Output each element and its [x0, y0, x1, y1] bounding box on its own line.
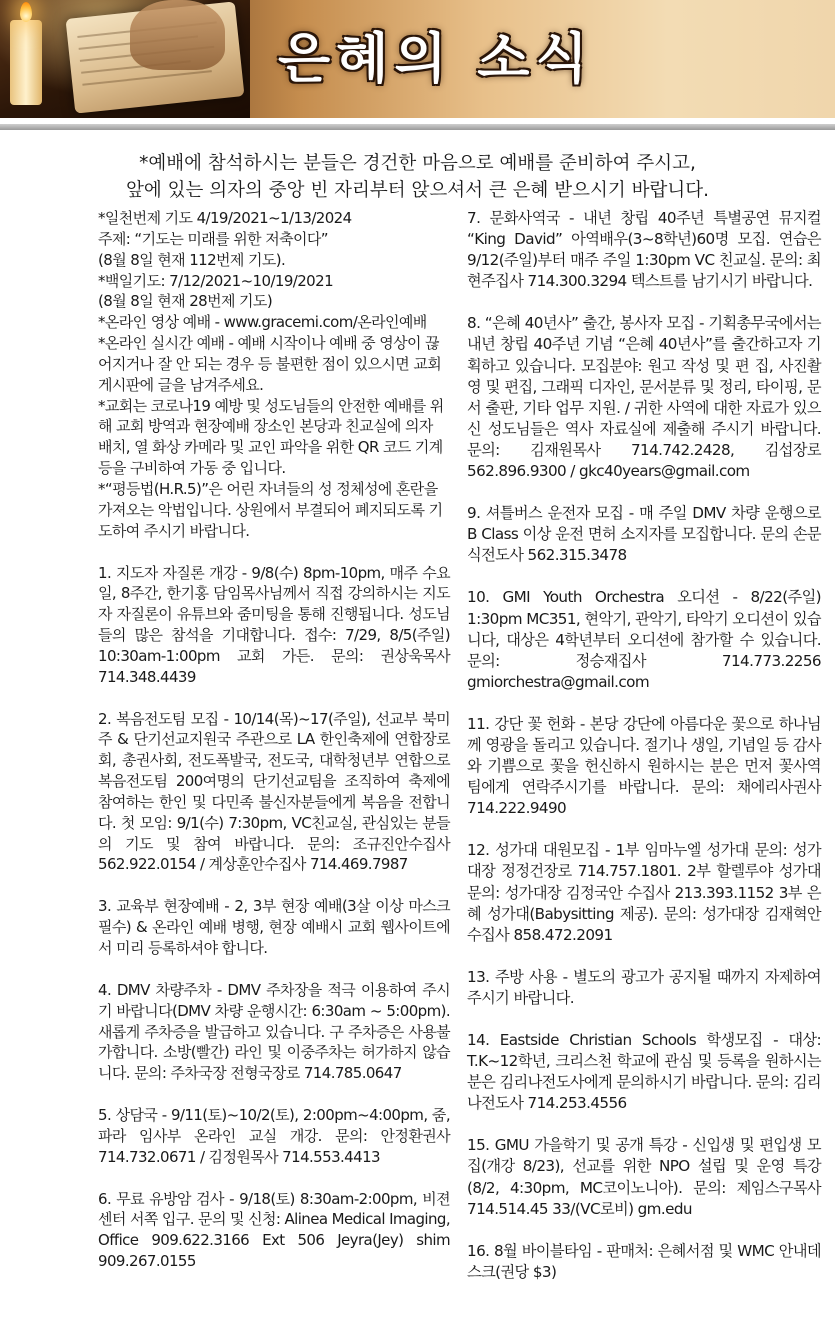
intro-line: (8월 8일 현재 28번제 기도) [98, 292, 273, 311]
announcement-item: 2. 복음전도팀 모집 - 10/14(목)~17(주일), 선교부 북미주 & 단기선교지원국 주관으로 LA 한인축제에 연합장로회, 총권사회, 전도폭발국, 전도국, 대학청년부 연합으로 복음전도팀 200여명의 단기선교팀을 조직하여 축제에 참여하는 한인 및 다민족 불신자분들에게 복음을 전합니다. 첫 모임: 9/1(수) 7:30pm, VC친교실, 관심있는 분들의 기도 및 참여 바랍니다. 문의: 조규진안수집사 562.922.0154 / 계상훈안수집사 714.469.7987 [98, 709, 450, 874]
intro-line: 주제: “기도는 미래를 위한 저축이다” [98, 229, 328, 248]
notice-line: 앞에 있는 의자의 중앙 빈 자리부터 앉으셔서 큰 은혜 받으시기 바랍니다. [126, 180, 709, 201]
intro-line: *온라인 영상 예배 - www.gracemi.com/온라인예배 [98, 313, 427, 332]
announcement-item: 1. 지도자 자질론 개강 - 9/8(수) 8pm-10pm, 매주 수요일, 8주간, 한기홍 담임목사님께서 직접 강의하시는 지도자 자질론이 유튜브와 줌미팅을 통해 진행됩니다. 성도님들의 많은 참석을 기대합니다. 접수: 7/29, 8/5(주일) 10:30am-1:00pm 교회 가든. 문의: 권상욱목사 714.348.4439 [98, 563, 450, 686]
worship-notice [0, 150, 835, 204]
announcement-item: 11. 강단 꽃 헌화 - 본당 강단에 아름다운 꽃으로 하나님께 영광을 돌리고 있습니다. 절기나 생일, 기념일 등 감사와 기쁨으로 꽃을 헌신하시 원하시는 분은 먼저 꽃사역 팀에게 연락주시기를 바랍니다. 문의: 채에리사권사 714.222.9490 [467, 714, 821, 818]
praying-hands-image [130, 0, 225, 70]
prayer-intro [98, 208, 450, 542]
page-title: 은혜의 소식 [278, 26, 594, 90]
intro-line: (8월 8일 현재 112번제 기도). [98, 250, 286, 269]
announcement-item: 8. “은혜 40년사” 출간, 봉사자 모집 - 기획총무국에서는 내년 창립 40주년 기념 “은혜 40년사”를 출간하고자 기획하고 있습니다. 모집분야: 원고 작성 및 편 집, 사진촬영 및 편집, 그래픽 디자인, 문서분류 및 정리, 타이핑, 문서 출판, 기타 업무 지원. / 귀한 사역에 대한 자료가 있으신 성도님들은 역사 자료실에 제출해 주시기 바랍니다. 문의: 김재원목사 714.742.2428, 김섭장로 562.896.9300 / gkc40years@gmail.com [467, 314, 821, 481]
announcement-item: 3. 교육부 현장예배 - 2, 3부 현장 예배(3살 이상 마스크 필수) & 온라인 예배 병행, 현장 예배시 교회 웹사이트에서 미리 등록하셔야 합니다. [98, 897, 450, 957]
notice-line: *예배에 참석하시는 분들은 경건한 마음으로 예배를 준비하여 주시고, [139, 153, 696, 174]
announcement-item: 12. 성가대 대원모집 - 1부 임마누엘 성가대 문의: 성가대장 정정건장로 714.757.1801. 2부 할렐루야 성가대 문의: 성가대장 김정국안 수집사 213.393.1152 3부 은혜 성가대(Babysitting 제공). 문의: 성가대장 김재혁안수집사 858.472.2091 [467, 841, 821, 944]
left-column [98, 208, 450, 1293]
header-divider [0, 124, 835, 130]
announcement-item: 6. 무료 유방암 검사 - 9/18(토) 8:30am-2:00pm, 비젼센터 서쪽 입구. 문의 및 신청: Alinea Medical Imaging, Office 909.622.3166 Ext 506 Jeyra(Jey) shim 909.267.0155 [98, 1189, 450, 1271]
announcement-item: 16. 8월 바이블타임 - 판매처: 은혜서점 및 WMC 안내데스크(권당 $3) [467, 1241, 821, 1281]
intro-line: *일천번제 기도 4/19/2021~1/13/2024 [98, 209, 352, 227]
candle-image [10, 20, 42, 105]
right-column [467, 208, 821, 1304]
announcement-item: 5. 상담국 - 9/11(토)~10/2(토), 2:00pm~4:00pm, 줌, 파라 임사부 온라인 교실 개강. 문의: 안정환권사 714.732.0671 / 김정원목사 714.553.4413 [98, 1106, 450, 1166]
announcement-item: 13. 주방 사용 - 별도의 광고가 공지될 때까지 자제하여 주시기 바랍니다. [467, 967, 821, 1007]
intro-line: *백일기도: 7/12/2021~10/19/2021 [98, 271, 334, 290]
intro-line: *“평등법(H.R.5)”은 어린 자녀들의 성 정체성에 혼란을 가져오는 악법입니다. 상원에서 부결되어 폐지되도록 기도하여 주시기 바랍니다. [98, 479, 443, 540]
header-banner [0, 0, 835, 118]
announcement-item: 14. Eastside Christian Schools 학생모집 - 대상: T.K~12학년, 크리스천 학교에 관심 및 등록을 원하시는 분은 김리나전도사에게 문의하시기 바랍니다. 문의: 김리나전도사 714.253.4556 [467, 1031, 821, 1113]
announcement-item: 9. 셔틀버스 운전자 모집 - 매 주일 DMV 차량 운행으로 B Class 이상 운전 면허 소지자를 모집합니다. 문의 손문식전도사 562.315.3478 [467, 504, 821, 565]
announcement-item: 7. 문화사역국 - 내년 창립 40주년 특별공연 뮤지컬 “King David” 아역배우(3~8학년)60명 모집. 연습은 9/12(주일)부터 매주 주일 1:30pm VC 친교실. 문의: 최현주집사 714.300.3294 텍스트를 남기시기 바랍니다. [467, 209, 821, 291]
intro-line: *교회는 코로나19 예방 및 성도님들의 안전한 예배를 위해 교회 방역과 현장예배 장소인 본당과 친교실에 의자 배치, 열 화상 카메라 및 교인 파악을 위한 QR 코드 기계 등을 구비하여 가동 중 입니다. [98, 396, 444, 478]
announcement-item: 10. GMI Youth Orchestra 오디션 - 8/22(주일) 1:30pm MC351, 현악기, 관악기, 타악기 오디션이 있습니다, 대상은 4학년부터 오디션에 참가할 수 있습니다. 문의: 정승재집사 714.773.2256 gmiorchestra@gmail.com [467, 588, 821, 691]
candle-flame-icon [20, 2, 32, 22]
intro-line: *온라인 실시간 예배 - 예배 시작이나 예배 중 영상이 끊어지거나 잘 안 되는 경우 등 불편한 점이 있으시면 교회 게시판에 글을 남겨주세요. [98, 334, 442, 394]
announcement-item: 15. GMU 가을학기 및 공개 특강 - 신입생 및 편입생 모집(개강 8/23), 선교를 위한 NPO 설립 및 운영 특강(8/2, 4:30pm, MC코이노니아). 문의: 제임스구목사 714.514.45 33/(VC로비) gm.edu [467, 1136, 821, 1218]
announcement-item: 4. DMV 차량주차 - DMV 주차장을 적극 이용하여 주시기 바랍니다(DMV 차량 운행시간: 6:30am ~ 5:00pm). 새롭게 주차증을 발급하고 있습니다. 구 주차증은 사용불가합니다. 소방(빨간) 라인 및 이중주차는 허가하지 않습니다. 문의: 주차국장 전형국장로 714.785.0647 [98, 980, 450, 1083]
bible-candle-photo [0, 0, 250, 118]
